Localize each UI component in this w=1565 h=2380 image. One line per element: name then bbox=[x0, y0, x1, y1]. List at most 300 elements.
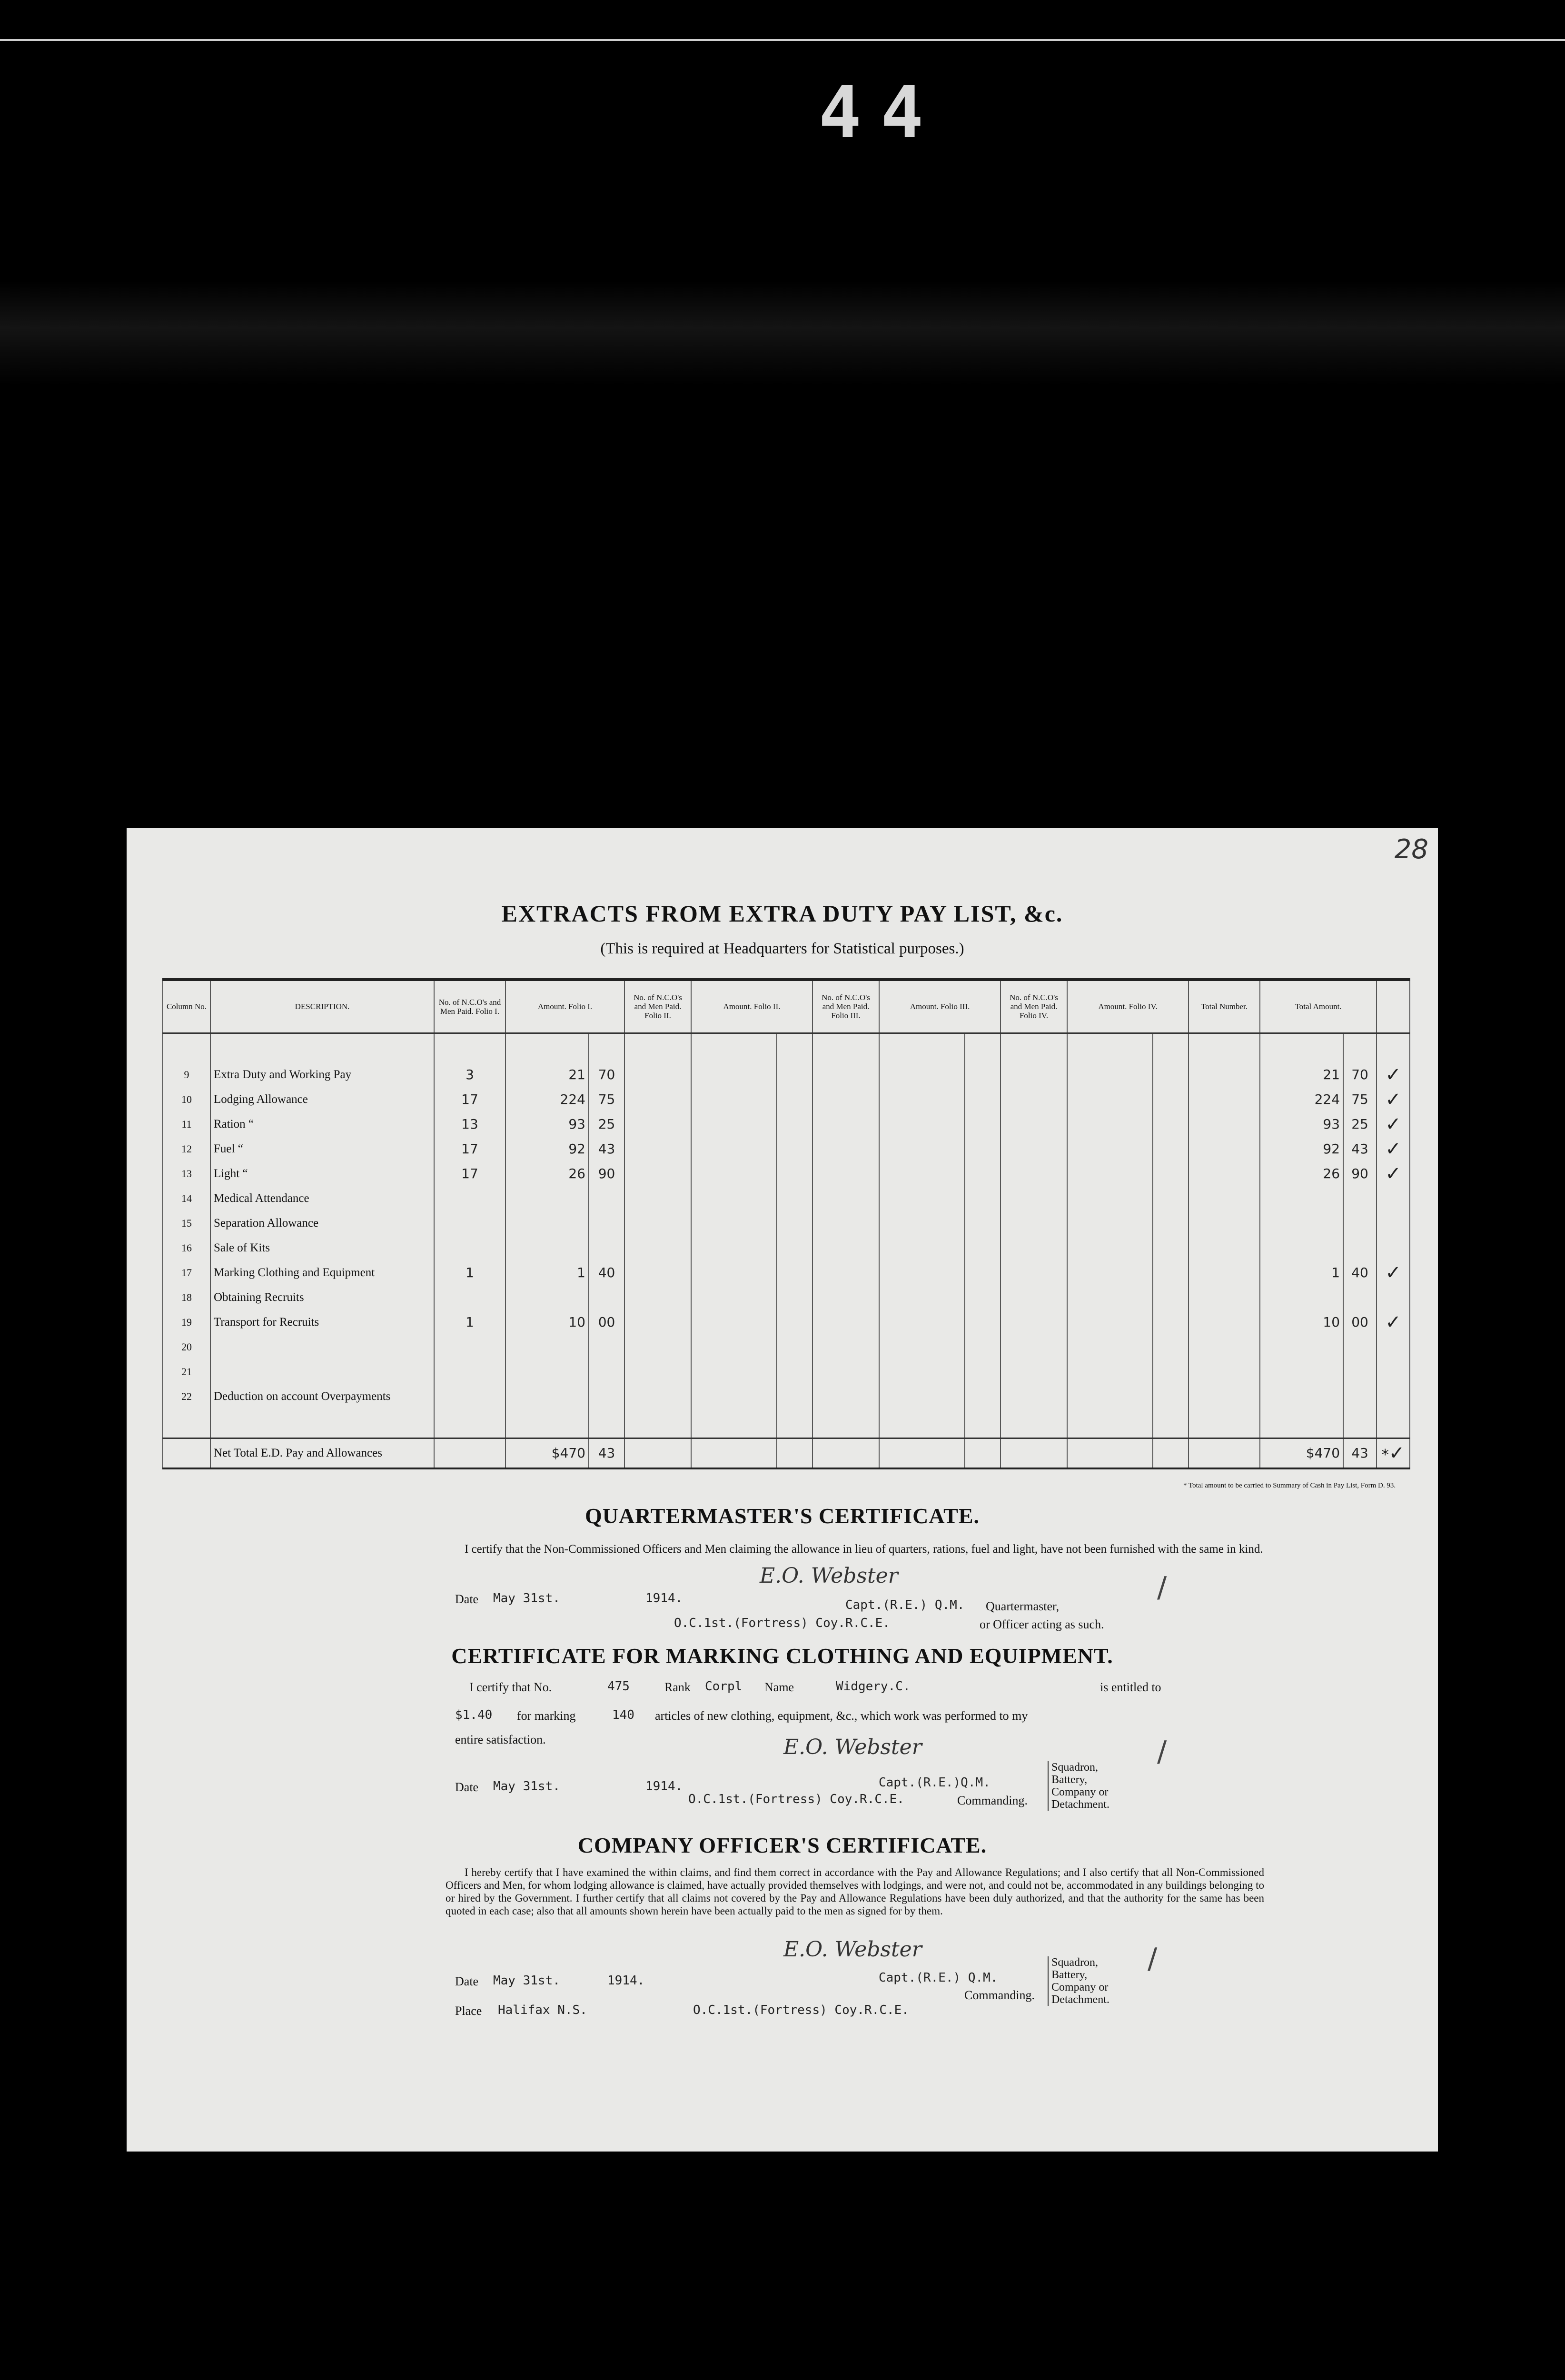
row-total-cents: 90 bbox=[1343, 1161, 1377, 1186]
marking-rank: Corpl bbox=[705, 1679, 743, 1694]
row-total-dollars: 224 bbox=[1260, 1087, 1343, 1112]
empty-cell bbox=[1067, 1161, 1153, 1186]
empty-cell bbox=[1000, 1087, 1067, 1112]
row-check-icon: ✓ bbox=[1377, 1161, 1410, 1186]
table-row bbox=[163, 1335, 1410, 1359]
empty-cell bbox=[777, 1087, 812, 1112]
empty-cell bbox=[1067, 1137, 1153, 1161]
row-men-count bbox=[434, 1384, 505, 1409]
empty-cell bbox=[879, 1359, 965, 1384]
table-row bbox=[163, 1087, 1410, 1112]
marking-box-company: Company or bbox=[1051, 1786, 1109, 1798]
row-men-count: 1 bbox=[434, 1310, 505, 1335]
net-total-row bbox=[163, 1438, 1410, 1468]
empty-cell bbox=[691, 1087, 777, 1112]
marking-box-battery: Battery, bbox=[1051, 1774, 1088, 1786]
qm-date-value: May 31st. bbox=[493, 1591, 560, 1606]
empty-cell bbox=[879, 1186, 965, 1211]
row-amount-cents bbox=[589, 1384, 624, 1409]
row-amount-cents bbox=[589, 1211, 624, 1236]
row-amount-cents bbox=[589, 1335, 624, 1359]
empty-cell bbox=[1000, 1335, 1067, 1359]
total-footnote: * Total amount to be carried to Summary of Cash in Pay List, Form D. 93. bbox=[1183, 1482, 1396, 1489]
row-total-cents bbox=[1343, 1211, 1377, 1236]
empty-cell bbox=[691, 1310, 777, 1335]
empty-cell bbox=[1153, 1384, 1189, 1409]
spacer-row bbox=[163, 1033, 1410, 1062]
empty-cell bbox=[965, 1186, 1000, 1211]
row-total-cents: 00 bbox=[1343, 1310, 1377, 1335]
document-page bbox=[127, 828, 1438, 2152]
empty-cell bbox=[1189, 1335, 1260, 1359]
extracts-table bbox=[162, 978, 1410, 1469]
row-description: Obtaining Recruits bbox=[210, 1285, 434, 1310]
total-check-icon: ✓ bbox=[1388, 1442, 1405, 1464]
co-signature: E.O. Webster bbox=[783, 1937, 922, 1962]
row-amount-cents bbox=[589, 1186, 624, 1211]
empty-cell bbox=[965, 1211, 1000, 1236]
row-men-count bbox=[434, 1211, 505, 1236]
marking-amount: $1.40 bbox=[455, 1708, 493, 1722]
row-description: Extra Duty and Working Pay bbox=[210, 1062, 434, 1087]
empty-cell bbox=[965, 1335, 1000, 1359]
empty-cell bbox=[1189, 1087, 1260, 1112]
row-men-count: 17 bbox=[434, 1161, 505, 1186]
row-amount-dollars: 26 bbox=[505, 1161, 589, 1186]
empty-cell bbox=[624, 1186, 691, 1211]
row-total-dollars: 1 bbox=[1260, 1260, 1343, 1285]
row-column-number: 10 bbox=[163, 1087, 210, 1112]
empty-cell bbox=[777, 1384, 812, 1409]
empty-cell bbox=[1189, 1137, 1260, 1161]
empty-cell bbox=[777, 1062, 812, 1087]
row-description bbox=[210, 1359, 434, 1384]
empty-cell bbox=[777, 1211, 812, 1236]
empty-cell bbox=[812, 1359, 879, 1384]
empty-cell bbox=[1000, 1112, 1067, 1137]
row-amount-cents: 25 bbox=[589, 1112, 624, 1137]
empty-cell bbox=[691, 1211, 777, 1236]
row-total-dollars bbox=[1260, 1186, 1343, 1211]
row-men-count bbox=[434, 1359, 505, 1384]
row-total-dollars bbox=[1260, 1359, 1343, 1384]
table-row bbox=[163, 1359, 1410, 1384]
row-amount-cents: 75 bbox=[589, 1087, 624, 1112]
empty-cell bbox=[879, 1236, 965, 1260]
table-row bbox=[163, 1137, 1410, 1161]
table-row bbox=[163, 1285, 1410, 1310]
empty-cell bbox=[879, 1062, 965, 1087]
row-total-cents: 25 bbox=[1343, 1112, 1377, 1137]
empty-cell bbox=[1189, 1112, 1260, 1137]
row-amount-dollars: 92 bbox=[505, 1137, 589, 1161]
empty-cell bbox=[1153, 1112, 1189, 1137]
header-men-folio3: No. of N.C.O's and Men Paid. Folio III. bbox=[812, 980, 879, 1033]
empty-cell bbox=[624, 1137, 691, 1161]
co-box-detachment: Detachment. bbox=[1051, 1993, 1109, 2006]
empty-cell bbox=[1153, 1186, 1189, 1211]
qm-signature: E.O. Webster bbox=[760, 1564, 898, 1588]
row-men-count bbox=[434, 1335, 505, 1359]
empty-cell bbox=[1153, 1211, 1189, 1236]
marking-box-squadron: Squadron, bbox=[1051, 1761, 1098, 1774]
row-check-icon bbox=[1377, 1211, 1410, 1236]
row-description: Transport for Recruits bbox=[210, 1310, 434, 1335]
row-column-number: 18 bbox=[163, 1285, 210, 1310]
table-row bbox=[163, 1161, 1410, 1186]
empty-cell bbox=[812, 1285, 879, 1310]
empty-cell bbox=[777, 1359, 812, 1384]
marking-rank-signature: Capt.(R.E.)Q.M. bbox=[879, 1775, 991, 1790]
empty-cell bbox=[777, 1335, 812, 1359]
empty-cell bbox=[777, 1285, 812, 1310]
grand-total-dollars: $470 bbox=[1260, 1438, 1343, 1468]
empty-cell bbox=[1000, 1260, 1067, 1285]
empty-cell bbox=[624, 1359, 691, 1384]
empty-cell bbox=[812, 1161, 879, 1186]
empty-cell bbox=[1000, 1211, 1067, 1236]
row-check-icon bbox=[1377, 1359, 1410, 1384]
film-edge-line bbox=[0, 39, 1565, 41]
marking-commanding: Commanding. bbox=[957, 1794, 1028, 1807]
row-check-icon bbox=[1377, 1335, 1410, 1359]
row-description: Medical Attendance bbox=[210, 1186, 434, 1211]
co-rank: Capt.(R.E.) Q.M. bbox=[879, 1971, 998, 1985]
empty-cell bbox=[777, 1186, 812, 1211]
marking-number: 475 bbox=[607, 1679, 630, 1694]
row-description: Lodging Allowance bbox=[210, 1087, 434, 1112]
empty-cell bbox=[965, 1384, 1000, 1409]
empty-cell bbox=[1000, 1161, 1067, 1186]
empty-cell bbox=[812, 1236, 879, 1260]
margin-check-icon: / bbox=[1157, 1735, 1167, 1768]
row-amount-cents: 43 bbox=[589, 1137, 624, 1161]
row-description: Ration “ bbox=[210, 1112, 434, 1137]
row-men-count bbox=[434, 1236, 505, 1260]
header-amount-folio3: Amount. Folio III. bbox=[879, 980, 1000, 1033]
row-total-dollars: 10 bbox=[1260, 1310, 1343, 1335]
empty-cell bbox=[965, 1137, 1000, 1161]
row-total-cents bbox=[1343, 1384, 1377, 1409]
row-amount-cents bbox=[589, 1359, 624, 1384]
table-row bbox=[163, 1186, 1410, 1211]
row-men-count: 13 bbox=[434, 1112, 505, 1137]
row-amount-cents: 40 bbox=[589, 1260, 624, 1285]
row-amount-dollars bbox=[505, 1384, 589, 1409]
empty-cell bbox=[624, 1161, 691, 1186]
marking-signature: E.O. Webster bbox=[783, 1735, 922, 1759]
empty-cell bbox=[879, 1285, 965, 1310]
empty-cell bbox=[965, 1359, 1000, 1384]
row-check-icon: ✓ bbox=[1377, 1310, 1410, 1335]
co-certificate-title: COMPANY OFFICER'S CERTIFICATE. bbox=[577, 1833, 987, 1857]
row-description: Light “ bbox=[210, 1161, 434, 1186]
row-men-count: 1 bbox=[434, 1260, 505, 1285]
co-box-company: Company or bbox=[1051, 1981, 1109, 1993]
empty-cell bbox=[1153, 1310, 1189, 1335]
row-total-cents bbox=[1343, 1359, 1377, 1384]
marking-unit: O.C.1st.(Fortress) Coy.R.C.E. bbox=[688, 1792, 904, 1806]
row-amount-cents: 90 bbox=[589, 1161, 624, 1186]
empty-cell bbox=[965, 1112, 1000, 1137]
empty-cell bbox=[1067, 1112, 1153, 1137]
empty-cell bbox=[965, 1161, 1000, 1186]
row-amount-dollars bbox=[505, 1236, 589, 1260]
marking-i-certify: I certify that No. bbox=[469, 1680, 552, 1694]
empty-cell bbox=[812, 1087, 879, 1112]
qm-rank: Capt.(R.E.) Q.M. bbox=[845, 1598, 965, 1612]
empty-cell bbox=[1067, 1384, 1153, 1409]
empty-cell bbox=[1189, 1211, 1260, 1236]
empty-cell bbox=[1000, 1236, 1067, 1260]
empty-cell bbox=[1153, 1335, 1189, 1359]
qm-date-label: Date bbox=[455, 1592, 479, 1606]
row-amount-cents bbox=[589, 1285, 624, 1310]
row-amount-dollars: 224 bbox=[505, 1087, 589, 1112]
marking-articles-text: articles of new clothing, equipment, &c., which work was performed to my bbox=[655, 1709, 1028, 1723]
empty-cell bbox=[1153, 1137, 1189, 1161]
empty-cell bbox=[1153, 1062, 1189, 1087]
co-box-squadron: Squadron, bbox=[1051, 1956, 1098, 1969]
row-column-number: 13 bbox=[163, 1161, 210, 1186]
empty-cell bbox=[812, 1062, 879, 1087]
empty-cell bbox=[691, 1161, 777, 1186]
header-men-folio4: No. of N.C.O's and Men Paid. Folio IV. bbox=[1000, 980, 1067, 1033]
row-total-dollars: 26 bbox=[1260, 1161, 1343, 1186]
table-row bbox=[163, 1211, 1410, 1236]
table-row bbox=[163, 1236, 1410, 1260]
net-total-dollars: $470 bbox=[505, 1438, 589, 1468]
empty-cell bbox=[624, 1062, 691, 1087]
empty-cell bbox=[691, 1137, 777, 1161]
qm-certificate-title: QUARTERMASTER'S CERTIFICATE. bbox=[584, 1504, 980, 1528]
row-men-count bbox=[434, 1186, 505, 1211]
row-total-cents: 40 bbox=[1343, 1260, 1377, 1285]
row-column-number: 15 bbox=[163, 1211, 210, 1236]
empty-cell bbox=[965, 1310, 1000, 1335]
marking-certificate-title: CERTIFICATE FOR MARKING CLOTHING AND EQUIPMENT. bbox=[451, 1644, 1113, 1668]
empty-cell bbox=[1189, 1260, 1260, 1285]
empty-cell bbox=[624, 1236, 691, 1260]
table-row bbox=[163, 1112, 1410, 1137]
empty-cell bbox=[879, 1211, 965, 1236]
row-column-number: 16 bbox=[163, 1236, 210, 1260]
empty-cell bbox=[1000, 1359, 1067, 1384]
empty-cell bbox=[1000, 1186, 1067, 1211]
empty-cell bbox=[1000, 1137, 1067, 1161]
empty-cell bbox=[1067, 1236, 1153, 1260]
marking-date-label: Date bbox=[455, 1780, 479, 1794]
row-total-cents: 70 bbox=[1343, 1062, 1377, 1087]
co-place-label: Place bbox=[455, 2004, 482, 2018]
row-check-icon bbox=[1377, 1384, 1410, 1409]
row-amount-dollars bbox=[505, 1186, 589, 1211]
row-total-cents bbox=[1343, 1186, 1377, 1211]
qm-certificate-text: I certify that the Non-Commissioned Officers and Men claiming the allowance in lieu of quarters, rations, fuel and light, have not been furnished with the same in kind. bbox=[465, 1543, 1263, 1556]
empty-cell bbox=[812, 1211, 879, 1236]
empty-cell bbox=[624, 1112, 691, 1137]
row-total-dollars bbox=[1260, 1236, 1343, 1260]
row-description: Fuel “ bbox=[210, 1137, 434, 1161]
row-check-icon: ✓ bbox=[1377, 1260, 1410, 1285]
row-column-number: 20 bbox=[163, 1335, 210, 1359]
empty-cell bbox=[812, 1112, 879, 1137]
row-total-dollars: 92 bbox=[1260, 1137, 1343, 1161]
empty-cell bbox=[1067, 1359, 1153, 1384]
row-total-dollars bbox=[1260, 1335, 1343, 1359]
empty-cell bbox=[691, 1186, 777, 1211]
header-amount-folio4: Amount. Folio IV. bbox=[1067, 980, 1189, 1033]
row-total-cents: 75 bbox=[1343, 1087, 1377, 1112]
empty-cell bbox=[624, 1285, 691, 1310]
empty-cell bbox=[624, 1384, 691, 1409]
row-description: Marking Clothing and Equipment bbox=[210, 1260, 434, 1285]
empty-cell bbox=[1067, 1335, 1153, 1359]
row-men-count: 17 bbox=[434, 1087, 505, 1112]
row-men-count: 17 bbox=[434, 1137, 505, 1161]
empty-cell bbox=[691, 1384, 777, 1409]
marking-entitled: is entitled to bbox=[1100, 1680, 1161, 1694]
co-certificate-text: I hereby certify that I have examined the within claims, and find them correct in accordance with the Pay and Allowance Regulations; and I also certify that all Non-Commissioned Officers and Men, for whom lodging allowance is claimed, have actually provided themselves with lodgings, and were not, and could not be, accommodated in any buildings belonging to or hired by the Government. I further certify that all claims not covered by the Pay and Allowance Regulations have been duly authorized, and that the authority for the same has been quoted in each case; also that all amounts shown herein have been actually paid to the men as signed for by them. bbox=[446, 1866, 1264, 1917]
empty-cell bbox=[1189, 1285, 1260, 1310]
row-amount-cents: 70 bbox=[589, 1062, 624, 1087]
empty-cell bbox=[965, 1236, 1000, 1260]
row-check-icon bbox=[1377, 1186, 1410, 1211]
marking-for-label: for marking bbox=[517, 1709, 576, 1723]
row-column-number: 9 bbox=[163, 1062, 210, 1087]
row-check-icon: ✓ bbox=[1377, 1087, 1410, 1112]
page-corner-mark: 28 bbox=[1394, 834, 1428, 865]
row-check-icon bbox=[1377, 1236, 1410, 1260]
row-description: Separation Allowance bbox=[210, 1211, 434, 1236]
row-amount-dollars: 1 bbox=[505, 1260, 589, 1285]
row-total-dollars bbox=[1260, 1384, 1343, 1409]
empty-cell bbox=[691, 1260, 777, 1285]
table-row bbox=[163, 1260, 1410, 1285]
row-description: Sale of Kits bbox=[210, 1236, 434, 1260]
table-row bbox=[163, 1310, 1410, 1335]
qm-unit: O.C.1st.(Fortress) Coy.R.C.E. bbox=[674, 1616, 890, 1630]
marking-name-label: Name bbox=[764, 1680, 794, 1694]
spacer-row bbox=[163, 1409, 1410, 1438]
empty-cell bbox=[965, 1285, 1000, 1310]
co-place: Halifax N.S. bbox=[498, 2003, 587, 2017]
co-date-value: May 31st. bbox=[493, 1973, 560, 1988]
empty-cell bbox=[1067, 1310, 1153, 1335]
empty-cell bbox=[777, 1161, 812, 1186]
row-column-number: 17 bbox=[163, 1260, 210, 1285]
total-asterisk: * bbox=[1381, 1446, 1389, 1463]
empty-cell bbox=[879, 1335, 965, 1359]
header-total-number: Total Number. bbox=[1189, 980, 1260, 1033]
empty-cell bbox=[1153, 1260, 1189, 1285]
row-check-icon: ✓ bbox=[1377, 1112, 1410, 1137]
row-amount-dollars bbox=[505, 1359, 589, 1384]
empty-cell bbox=[812, 1384, 879, 1409]
row-amount-dollars: 21 bbox=[505, 1062, 589, 1087]
empty-cell bbox=[777, 1236, 812, 1260]
qm-acting: or Officer acting as such. bbox=[980, 1617, 1104, 1631]
header-men-folio1: No. of N.C.O's and Men Paid. Folio I. bbox=[434, 980, 505, 1033]
co-box-battery: Battery, bbox=[1051, 1969, 1088, 1981]
empty-cell bbox=[1067, 1211, 1153, 1236]
empty-cell bbox=[965, 1087, 1000, 1112]
empty-cell bbox=[691, 1112, 777, 1137]
empty-cell bbox=[1000, 1310, 1067, 1335]
empty-cell bbox=[879, 1310, 965, 1335]
empty-cell bbox=[624, 1087, 691, 1112]
empty-cell bbox=[1189, 1062, 1260, 1087]
document-subtitle: (This is required at Headquarters for Statistical purposes.) bbox=[600, 940, 964, 957]
empty-cell bbox=[691, 1335, 777, 1359]
empty-cell bbox=[812, 1310, 879, 1335]
header-amount-folio2: Amount. Folio II. bbox=[691, 980, 812, 1033]
empty-cell bbox=[1067, 1285, 1153, 1310]
marking-entire: entire satisfaction. bbox=[455, 1733, 546, 1746]
empty-cell bbox=[1153, 1236, 1189, 1260]
empty-cell bbox=[777, 1112, 812, 1137]
row-check-icon bbox=[1377, 1285, 1410, 1310]
film-smudge bbox=[0, 281, 1565, 386]
empty-cell bbox=[1189, 1384, 1260, 1409]
row-amount-dollars: 10 bbox=[505, 1310, 589, 1335]
row-total-dollars bbox=[1260, 1285, 1343, 1310]
empty-cell bbox=[1189, 1359, 1260, 1384]
empty-cell bbox=[1000, 1062, 1067, 1087]
table-row bbox=[163, 1062, 1410, 1087]
row-column-number: 11 bbox=[163, 1112, 210, 1137]
marking-rank-label: Rank bbox=[664, 1680, 691, 1694]
empty-cell bbox=[812, 1335, 879, 1359]
empty-cell bbox=[879, 1384, 965, 1409]
empty-cell bbox=[624, 1211, 691, 1236]
row-description: Deduction on account Overpayments bbox=[210, 1384, 434, 1409]
row-total-dollars bbox=[1260, 1211, 1343, 1236]
row-amount-dollars: 93 bbox=[505, 1112, 589, 1137]
empty-cell bbox=[691, 1236, 777, 1260]
table-body bbox=[163, 1033, 1410, 1409]
row-amount-dollars bbox=[505, 1335, 589, 1359]
row-total-dollars: 93 bbox=[1260, 1112, 1343, 1137]
margin-check-icon: / bbox=[1148, 1942, 1158, 1975]
empty-cell bbox=[1153, 1161, 1189, 1186]
row-column-number: 22 bbox=[163, 1384, 210, 1409]
empty-cell bbox=[691, 1062, 777, 1087]
header-check bbox=[1377, 980, 1410, 1033]
row-total-cents bbox=[1343, 1236, 1377, 1260]
co-commanding: Commanding. bbox=[964, 1988, 1035, 2002]
empty-cell bbox=[1000, 1384, 1067, 1409]
empty-cell bbox=[777, 1260, 812, 1285]
margin-check-icon: / bbox=[1157, 1571, 1167, 1604]
row-total-cents bbox=[1343, 1285, 1377, 1310]
empty-cell bbox=[879, 1161, 965, 1186]
empty-cell bbox=[1189, 1236, 1260, 1260]
empty-cell bbox=[879, 1137, 965, 1161]
grand-total-cents: 43 bbox=[1343, 1438, 1377, 1468]
row-check-icon: ✓ bbox=[1377, 1062, 1410, 1087]
frame-number: 44 bbox=[818, 71, 943, 154]
document-title: EXTRACTS FROM EXTRA DUTY PAY LIST, &c. bbox=[501, 900, 1063, 927]
marking-date-value: May 31st. bbox=[493, 1779, 560, 1794]
marking-year: 1914. bbox=[645, 1779, 683, 1794]
qm-role: Quartermaster, bbox=[986, 1599, 1060, 1613]
co-year: 1914. bbox=[607, 1973, 645, 1988]
net-total-cents: 43 bbox=[589, 1438, 624, 1468]
row-men-count: 3 bbox=[434, 1062, 505, 1087]
header-col-no: Column No. bbox=[163, 980, 210, 1033]
empty-cell bbox=[812, 1137, 879, 1161]
